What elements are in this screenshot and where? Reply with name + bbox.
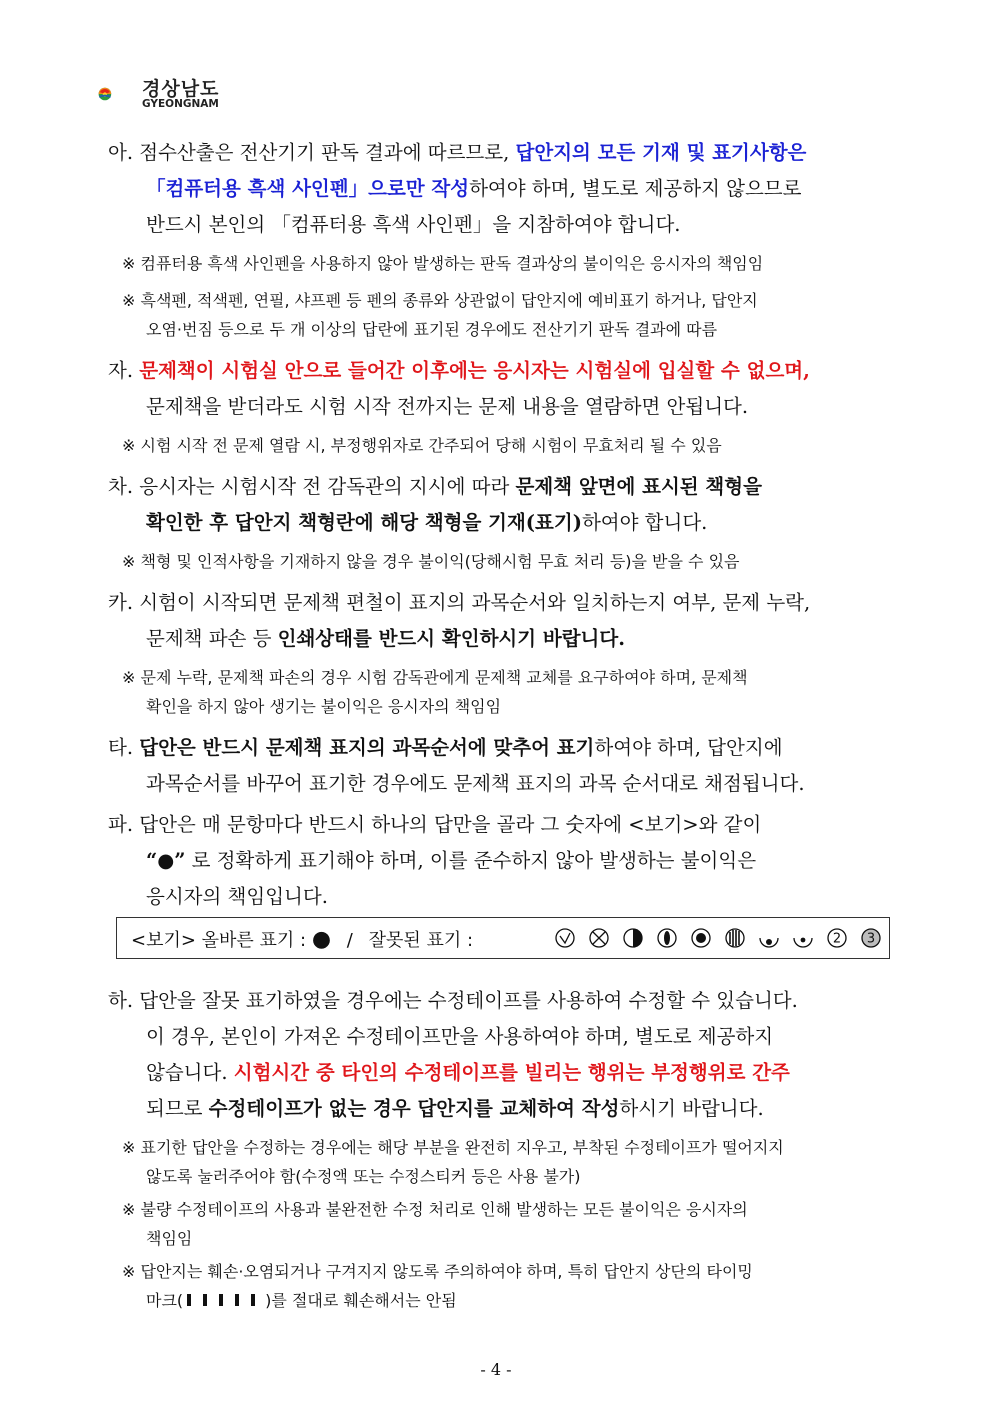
- item-ah-marker: 아.: [108, 141, 134, 164]
- item-pa-marker: 파.: [108, 813, 134, 836]
- gyeongnam-logo-icon: [98, 70, 142, 118]
- item-ha-highlight: 시험시간 중 타인의 수정테이프를 빌리는 행위는 부정행위로 간주: [233, 1061, 790, 1084]
- item-ta-line-2: 과목순서를 바꾸어 표기한 경우에도 문제책 표지의 과목 순서대로 채점됩니다.: [146, 772, 805, 795]
- circled-number-two-icon: [827, 928, 847, 948]
- example-label: <보기> 올바른 표기 :: [131, 930, 312, 951]
- item-cha-text: 응시자는 시험시작 전 감독관의 지시에 따라: [139, 475, 516, 498]
- item-ja-line-2: 문제책을 받더라도 시험 시작 전까지는 문제 내용을 열람하면 안됩니다.: [146, 395, 749, 418]
- item-ta-marker: 타.: [108, 736, 134, 759]
- item-ah-note-2-line-1: ※ 흑색펜, 적색펜, 연필, 샤프펜 등 펜의 종류와 상관없이 답안지에 예비표기 하거나, 답안지: [122, 291, 758, 310]
- item-ha-text: 답안을 잘못 표기하였을 경우에는 수정테이프를 사용하여 수정할 수 있습니다.: [139, 989, 798, 1012]
- striped-bubble-icon: [725, 928, 745, 948]
- item-ja-highlight: 문제책이 시험실 안으로 들어간 이후에는 응시자는 시험실에 입실할 수 없으며,: [139, 359, 810, 382]
- example-separator: /: [341, 930, 359, 951]
- item-pa-dot: “●”: [146, 849, 186, 872]
- example-correct-mark: ●: [311, 927, 332, 952]
- item-ah-text-2: 하여야 하며, 별도로 제공하지 않으므로: [469, 177, 802, 200]
- item-ah-line-1: [108, 140, 806, 166]
- item-ta-bold: 답안은 반드시 문제책 표지의 과목순서에 맞추어 표기: [139, 736, 595, 759]
- item-ha-note-3-line-2: [146, 1290, 457, 1312]
- item-cha-marker: 차.: [108, 475, 134, 498]
- item-ah-line-2: [146, 176, 801, 202]
- circled-number-three-label: 3: [866, 931, 876, 947]
- item-pa-line-2: [146, 848, 756, 874]
- item-ha-note-2-line-1: ※ 불량 수정테이프의 사용과 불완전한 수정 처리로 인해 발생하는 모든 불이익은 응시자의: [122, 1200, 748, 1219]
- item-ha-note-1-line-2: 않도록 눌러주어야 함(수정액 또는 수정스티커 등은 사용 불가): [146, 1167, 581, 1186]
- circled-number-two-label: 2: [832, 931, 842, 947]
- item-ah-highlight: 답안지의 모든 기재 및 표기사항은: [515, 141, 807, 164]
- item-ha-text-4c: 하시기 바랍니다.: [619, 1097, 764, 1120]
- timing-mark-icon: [183, 1293, 265, 1307]
- item-ah-note-1: ※ 컴퓨터용 흑색 사인펜을 사용하지 않아 발생하는 판독 결과상의 불이익은 응시자의 책임임: [122, 254, 764, 273]
- item-pa-line-1: [108, 812, 761, 838]
- item-ha-line-4: [146, 1096, 764, 1122]
- item-ha-line-1: [108, 988, 798, 1014]
- item-cha-line-2: [146, 510, 707, 536]
- item-ka-note-1-line-1: ※ 문제 누락, 문제책 파손의 경우 시험 감독관에게 문제책 교체를 요구하여야 하며, 문제책: [122, 668, 748, 687]
- item-cha-text-2: 하여야 합니다.: [581, 511, 708, 534]
- item-ta-line-1: [108, 735, 783, 761]
- example-box: [116, 917, 890, 959]
- item-cha-note-1: ※ 책형 및 인적사항을 기재하지 않을 경우 불이익(당해시험 무효 처리 등)을 받을 수 있음: [122, 552, 740, 571]
- item-ka-bold: 인쇄상태를 반드시 확인하시기 바랍니다.: [277, 627, 626, 650]
- center-bar-bubble-icon: [657, 928, 677, 948]
- item-ka-text-2: 문제책 파손 등: [146, 627, 278, 650]
- item-ha-note-2-line-2: 책임임: [146, 1229, 193, 1248]
- item-ka-text: 시험이 시작되면 문제책 편철이 표지의 과목순서와 일치하는지 여부, 문제 누락,: [139, 591, 811, 614]
- item-cha-bold-2: 확인한 후 답안지 책형란에 해당 책형을 기재(표기): [146, 511, 582, 534]
- example-wrong-label: 잘못된 표기 :: [368, 930, 474, 951]
- item-ha-note-1-line-1: ※ 표기한 답안을 수정하는 경우에는 해당 부분을 완전히 지우고, 부착된 수정테이프가 떨어지지: [122, 1138, 784, 1157]
- logo-subtitle: GYEONGNAM: [142, 98, 219, 110]
- item-ha-note-3-text-a: 마크(: [146, 1291, 184, 1310]
- circled-number-three-icon: [861, 928, 881, 948]
- item-ja-note-1: ※ 시험 시작 전 문제 열람 시, 부정행위자로 간주되어 당해 시험이 무효처리 될 수 있음: [122, 436, 722, 455]
- item-cha-bold: 문제책 앞면에 표시된 책형을: [515, 475, 762, 498]
- item-ha-marker: 하.: [108, 989, 134, 1012]
- check-bubble-icon: [555, 928, 575, 948]
- item-ka-note-1-line-2: 확인을 하지 않아 생기는 불이익은 응시자의 책임임: [146, 697, 502, 716]
- item-ha-bold: 수정테이프가 없는 경우 답안지를 교체하여 작성: [208, 1097, 620, 1120]
- item-ha-note-3-line-1: ※ 답안지는 훼손·오염되거나 구겨지지 않도록 주의하여야 하며, 특히 답안지 상단의 타이밍: [122, 1262, 753, 1281]
- item-ah-highlight-2: 「컴퓨터용 흑색 사인펜」으로만 작성: [146, 177, 470, 200]
- small-dot-bubble-icon: [793, 928, 813, 948]
- item-ha-line-2: 이 경우, 본인이 가져온 수정테이프만을 사용하여야 하며, 별도로 제공하지: [146, 1025, 774, 1048]
- item-cha-line-1: [108, 474, 762, 500]
- item-ha-note-3-text-b: )를 절대로 훼손해서는 안됨: [265, 1291, 457, 1310]
- item-ah-line-3: 반드시 본인의 「컴퓨터용 흑색 사인펜」을 지참하여야 합니다.: [146, 213, 681, 236]
- logo-title: 경상남도: [142, 78, 220, 100]
- item-ka-line-1: [108, 590, 810, 616]
- partial-dot-bubble-icon: [759, 928, 779, 948]
- item-pa-text-2: 로 정확하게 표기해야 하며, 이를 준수하지 않아 발생하는 불이익은: [185, 849, 757, 872]
- example-label-row: [131, 926, 473, 952]
- item-ja-line-1: [108, 358, 810, 384]
- dot-bubble-icon: [691, 928, 711, 948]
- item-pa-text: 답안은 매 문항마다 반드시 하나의 답만을 골라 그 숫자에 <보기>와 같이: [139, 813, 762, 836]
- item-ka-marker: 카.: [108, 591, 134, 614]
- x-bubble-icon: [589, 928, 609, 948]
- half-filled-bubble-icon: [623, 928, 643, 948]
- page-number: - 4 -: [480, 1360, 512, 1379]
- item-ka-line-2: [146, 626, 625, 652]
- item-ha-line-3: [146, 1060, 790, 1086]
- item-ja-marker: 자.: [108, 359, 134, 382]
- item-ha-text-3: 않습니다.: [146, 1061, 234, 1084]
- item-pa-line-3: 응시자의 책임입니다.: [146, 885, 328, 908]
- item-ah-text: 점수산출은 전산기기 판독 결과에 따르므로,: [139, 141, 516, 164]
- item-ha-text-4a: 되므로: [146, 1097, 209, 1120]
- item-ah-note-2-line-2: 오염·번짐 등으로 두 개 이상의 답란에 표기된 경우에도 전산기기 판독 결과에 따름: [146, 320, 718, 339]
- item-ta-text: 하여야 하며, 답안지에: [594, 736, 783, 759]
